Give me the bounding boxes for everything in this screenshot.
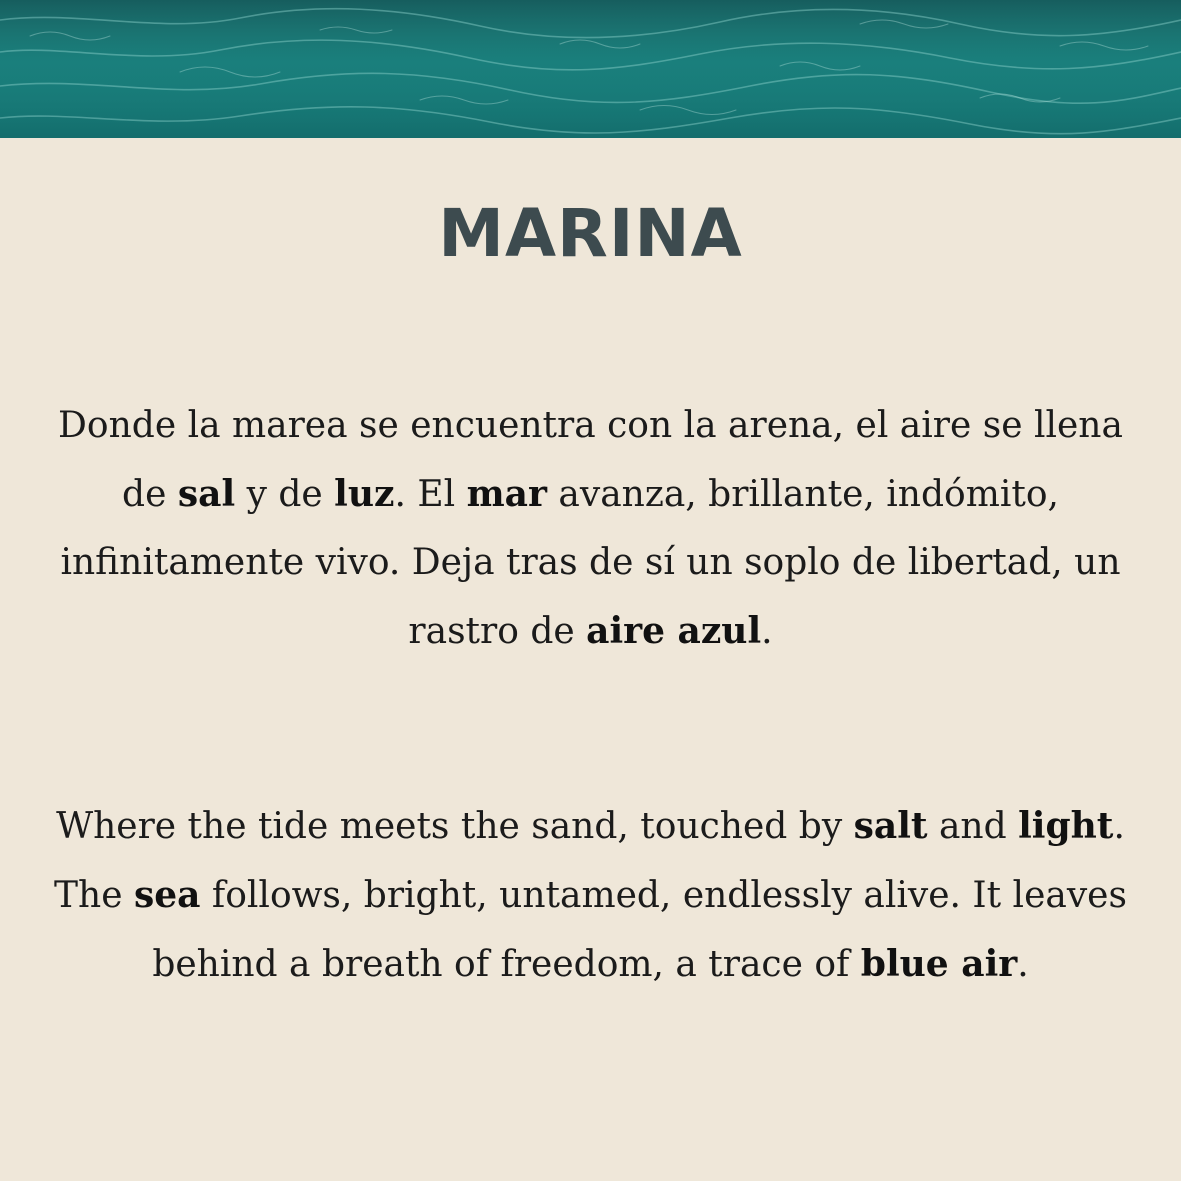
text-segment: avanza, brillante, indómito, infinitamente vivo. Deja tras de sí un soplo de libertad, un rastro de <box>60 474 1121 652</box>
highlight-blue-air: blue air <box>860 943 1018 985</box>
text-segment: Where the tide meets the sand, touched by <box>56 806 854 847</box>
highlight-salt: salt <box>853 805 928 847</box>
highlight-aire-azul: aire azul <box>586 610 762 652</box>
highlight-sal: sal <box>177 473 236 515</box>
text-segment: y de <box>235 474 335 515</box>
highlight-luz: luz <box>334 473 395 515</box>
text-segment: . El <box>394 474 467 515</box>
highlight-light: light <box>1018 805 1114 847</box>
sea-banner-image <box>0 0 1181 138</box>
text-segment: . The <box>54 806 1125 916</box>
sea-water-texture-icon <box>0 0 1181 138</box>
text-segment: Donde la marea se encuentra con la arena, el aire se llena de <box>58 405 1123 515</box>
text-segment: . <box>1017 944 1029 985</box>
page-title: MARINA <box>438 195 743 272</box>
highlight-sea: sea <box>133 874 201 916</box>
text-segment: . <box>761 611 773 652</box>
text-segment: and <box>927 806 1019 847</box>
text-segment: follows, bright, untamed, endlessly alive. It leaves behind a breath of freedom, a trace of <box>152 875 1127 985</box>
english-description <box>50 792 1131 999</box>
spanish-description <box>50 392 1131 666</box>
highlight-mar: mar <box>466 473 547 515</box>
